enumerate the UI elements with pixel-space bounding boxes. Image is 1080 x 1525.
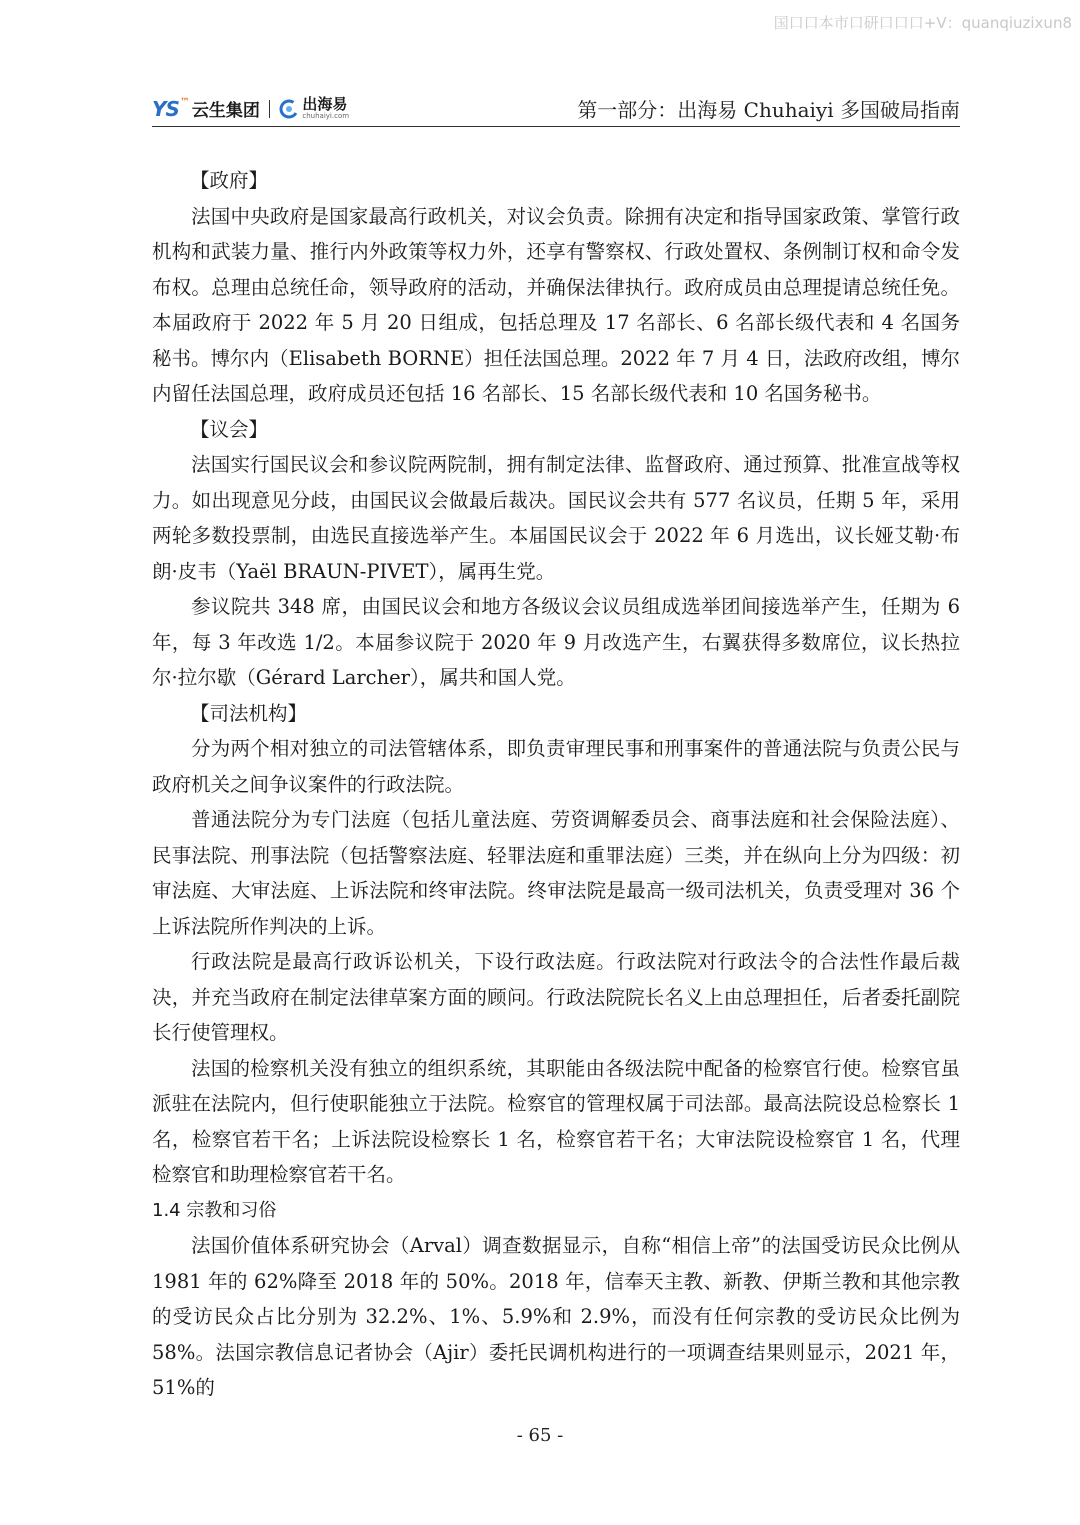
- paragraph: 法国实行国民议会和参议院两院制，拥有制定法律、监督政府、通过预算、批准宣战等权力。如出现意见分歧，由国民议会做最后裁决。国民议会共有 577 名议员，任期 5 年，采用两轮多数投票制，由选民直接选举产生。本届国民议会于 2022 年 6 月选出，议长娅艾勒·布朗·皮韦（Yaël BRAUN-PIVET），属再生党。: [152, 453, 960, 583]
- logo-divider: [269, 100, 271, 118]
- section-heading-government: 【政府】: [190, 169, 269, 192]
- brand-logo: [152, 96, 349, 121]
- paragraph: 法国中央政府是国家最高行政机关，对议会负责。除拥有决定和指导国家政策、掌管行政机构和武装力量、推行内外政策等权力外，还享有警察权、行政处置权、条例制订权和命令发布权。总理由总统任命，领导政府的活动，并确保法律执行。政府成员由总理提请总统任免。本届政府于 2022 年 5 月 20 日组成，包括总理及 17 名部长、6 名部长级代表和 4 名国务秘书。博尔内（Elisabeth BORNE）担任法国总理。2022 年 7 月 4 日，法政府改组，博尔内留任法国总理，政府成员还包括 16 名部长、15 名部长级代表和 10 名国务秘书。: [152, 204, 960, 405]
- page-body: [152, 163, 960, 1406]
- section-heading-parliament: 【议会】: [190, 417, 269, 441]
- section-heading-judiciary: 【司法机构】: [190, 701, 308, 725]
- page-number: - 65 -: [516, 1425, 564, 1446]
- header-title: 第一部分：出海易 Chuhaiyi 多国破局指南: [577, 98, 960, 122]
- paragraph: 行政法院是最高行政诉讼机关，下设行政法庭。行政法院对行政法令的合法性作最后裁决，并充当政府在制定法律草案方面的顾问。行政法院院长名义上由总理担任，后者委托副院长行使管理权。: [152, 950, 960, 1044]
- section-heading-religion: 1.4 宗教和习俗: [152, 1199, 277, 1221]
- paragraph: 法国的检察机关没有独立的组织系统，其职能由各级法院中配备的检察官行使。检察官虽派驻在法院内，但行使职能独立于法院。检察官的管理权属于司法部。最高法院设总检察长 1 名，检察官若干名；上诉法院设检察长 1 名，检察官若干名；大审法院设检察官 1 名，代理检察官和助理检察官若干名。: [152, 1056, 960, 1186]
- ys-logo-mark: YS™: [152, 96, 189, 121]
- chuhaiyi-wordmark: 出海易 chuhaiyi.com: [302, 95, 350, 120]
- paragraph: 普通法院分为专门法庭（包括儿童法庭、劳资调解委员会、商事法庭和社会保险法庭）、民事法院、刑事法院（包括警察法庭、轻罪法庭和重罪法庭）三类，并在纵向上分为四级：初审法庭、大审法庭、上诉法院和终审法院。终审法院是最高一级司法机关，负责受理对 36 个上诉法院所作判决的上诉。: [152, 808, 960, 938]
- paragraph: 分为两个相对独立的司法管辖体系，即负责审理民事和刑事案件的普通法院与负责公民与政府机关之间争议案件的行政法院。: [152, 737, 960, 796]
- watermark-text: 国口口本市口研口口口+V：quanqiuzixun8: [773, 14, 1072, 32]
- paragraph: 参议院共 348 席，由国民议会和地方各级议会议员组成选举团间接选举产生，任期为 6 年，每 3 年改选 1/2。本届参议院于 2020 年 9 月改选产生，右翼获得多数席位，议长热拉尔·拉尔歇（Gérard Larcher），属共和国人党。: [152, 595, 960, 689]
- paragraph: 法国价值体系研究协会（Arval）调查数据显示，自称“相信上帝”的法国受访民众比例从 1981 年的 62%降至 2018 年的 50%。2018 年，信奉天主教、新教、伊斯兰教和其他宗教的受访民众占比分别为 32.2%、1%、5.9%和 2.9%，而没有任何宗教的受访民众比例为 58%。法国宗教信息记者协会（Ajir）委托民调机构进行的一项调查结果则显示，2021 年，51%的: [152, 1234, 960, 1399]
- group-name: 云生集团: [191, 101, 260, 121]
- chuhaiyi-c-icon: [279, 99, 299, 119]
- page-header: [152, 88, 960, 127]
